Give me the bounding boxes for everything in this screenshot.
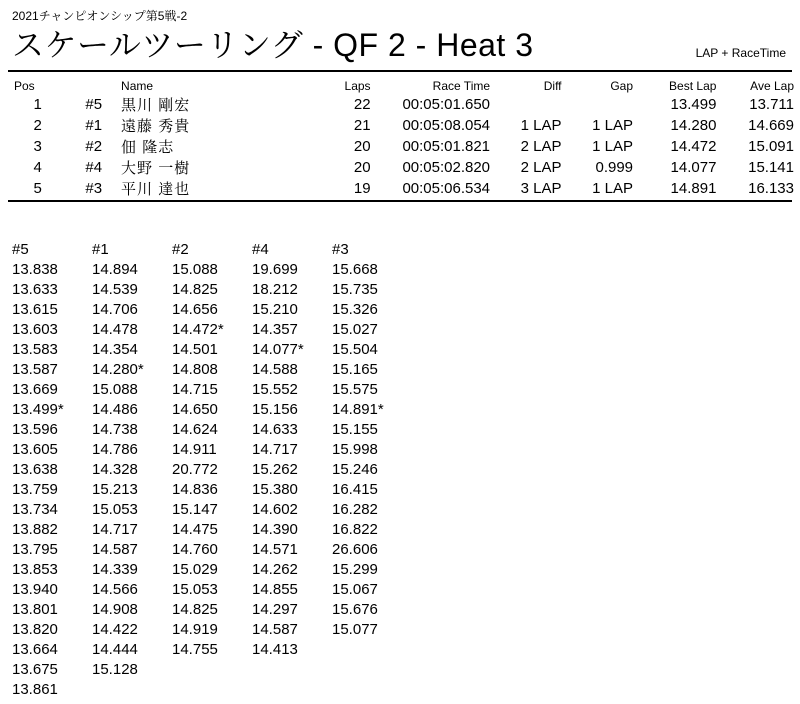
lap-column-header: #4 [252,241,269,258]
table-row [14,136,794,157]
header-name: Name [121,79,154,93]
header-laps: Laps [344,79,371,93]
lap-time: 15.326 [332,301,378,318]
lap-time: 15.147 [172,501,218,518]
diff-cell: 1 LAP [520,117,562,134]
pos-cell: 3 [33,138,42,155]
lap-time: 15.128 [92,661,138,678]
lap-time: 14.717 [92,521,138,538]
lap-time: 15.210 [252,301,298,318]
pos-cell: 4 [33,159,42,176]
lap-time: 13.638 [12,461,58,478]
best-lap-cell: 14.280 [670,117,717,134]
laps-cell: 21 [353,117,371,134]
lap-time: 14.755 [172,641,218,658]
driver-name-cell: 佃 隆志 [121,139,175,156]
results-table [14,78,794,199]
lap-time: 16.822 [332,521,378,538]
lap-time: 14.808 [172,361,218,378]
lap-time: 16.282 [332,501,378,518]
laps-cell: 19 [353,180,371,197]
lap-time: 14.760 [172,541,218,558]
pos-cell: 2 [33,117,42,134]
lap-time: 14.717 [252,441,298,458]
driver-name-cell: 遠藤 秀貴 [121,118,191,135]
lap-time: 13.882 [12,521,58,538]
lap-time: 14.328 [92,461,138,478]
lap-time: 14.475 [172,521,218,538]
lap-column-header: #1 [92,241,109,258]
lap-time: 14.825 [172,601,218,618]
ave-lap-cell: 15.091 [748,138,794,155]
lap-column [332,240,412,700]
lap-time: 14.891* [332,401,384,418]
gap-cell: 0.999 [595,159,634,176]
header-car-number [85,78,121,94]
lap-time: 15.088 [92,381,138,398]
table-row [14,115,794,136]
lap-time: 20.772 [172,461,218,478]
diff-cell: 2 LAP [520,159,562,176]
lap-time: 13.820 [12,621,58,638]
lap-time: 15.053 [92,501,138,518]
lap-time: 15.067 [332,581,378,598]
pos-cell: 5 [33,180,42,197]
lap-time: 13.587 [12,361,58,378]
lap-time: 15.676 [332,601,378,618]
lap-column-header: #2 [172,241,189,258]
lap-time: 14.486 [92,401,138,418]
lap-time: 14.894 [92,261,138,278]
lap-time: 14.919 [172,621,218,638]
lap-column-header: #5 [12,241,29,258]
lap-time: 14.444 [92,641,138,658]
gap-cell: 1 LAP [592,138,634,155]
lap-time: 13.801 [12,601,58,618]
lap-time: 13.675 [12,661,58,678]
driver-name-cell: 平川 達也 [121,181,191,198]
driver-name-cell: 大野 一樹 [121,160,191,177]
race-time-cell: 00:05:02.820 [402,159,491,176]
lap-column [92,240,172,700]
lap-time: 14.825 [172,281,218,298]
lap-time: 15.155 [332,421,378,438]
lap-time: 14.836 [172,481,218,498]
race-time-cell: 00:05:01.821 [402,138,491,155]
lap-time: 13.861 [12,681,58,698]
best-lap-cell: 14.472 [670,138,717,155]
lap-time: 13.795 [12,541,58,558]
lap-time: 14.422 [92,621,138,638]
lap-time: 15.668 [332,261,378,278]
lap-column [252,240,332,700]
lap-time: 13.669 [12,381,58,398]
page-title: スケールツーリング - QF 2 - Heat 3 [12,27,534,63]
lap-time: 13.603 [12,321,58,338]
lap-time: 13.615 [12,301,58,318]
lap-time: 14.855 [252,581,298,598]
race-time-cell: 00:05:08.054 [402,117,491,134]
lap-time: 14.633 [252,421,298,438]
lap-time: 14.297 [252,601,298,618]
pos-cell: 1 [33,96,42,113]
results-divider [8,200,792,202]
lap-time: 14.339 [92,561,138,578]
lap-time: 14.656 [172,301,218,318]
table-row [14,157,794,178]
table-row [14,94,794,115]
lap-time: 13.734 [12,501,58,518]
lap-time: 15.165 [332,361,378,378]
lap-time: 14.501 [172,341,218,358]
diff-cell [490,94,562,115]
header-race-time: Race Time [432,79,491,93]
lap-time: 13.853 [12,561,58,578]
lap-time: 14.280* [92,361,144,378]
lap-time: 13.499* [12,401,64,418]
lap-time: 14.602 [252,501,298,518]
header-diff: Diff [543,79,562,93]
car-number-cell: #5 [85,96,103,113]
lap-time: 14.588 [252,361,298,378]
car-number-cell: #4 [85,159,103,176]
diff-cell: 3 LAP [520,180,562,197]
header-gap: Gap [610,79,634,93]
lap-time: 15.027 [332,321,378,338]
lap-time: 15.380 [252,481,298,498]
driver-name-cell: 黒川 剛宏 [121,97,191,114]
best-lap-cell: 13.499 [670,96,717,113]
lap-time: 14.706 [92,301,138,318]
lap-time: 13.664 [12,641,58,658]
lap-time: 15.998 [332,441,378,458]
gap-cell [562,94,634,115]
results-header-row [14,78,794,94]
best-lap-cell: 14.891 [670,180,717,197]
lap-time: 16.415 [332,481,378,498]
lap-column-header: #3 [332,241,349,258]
lap-time: 14.262 [252,561,298,578]
lap-time: 14.715 [172,381,218,398]
lap-time: 15.053 [172,581,218,598]
lap-time: 15.213 [92,481,138,498]
event-name: 2021チャンピオンシップ第5戦-2 [12,9,188,23]
lap-time: 15.299 [332,561,378,578]
lap-column [172,240,252,700]
laps-cell: 20 [353,159,371,176]
lap-time: 13.759 [12,481,58,498]
diff-cell: 2 LAP [520,138,562,155]
laps-cell: 22 [353,96,371,113]
lap-time: 14.571 [252,541,298,558]
header-pos: Pos [14,79,35,93]
lap-time: 14.077* [252,341,304,358]
lap-time: 15.575 [332,381,378,398]
ave-lap-cell: 16.133 [748,180,794,197]
lap-time: 13.838 [12,261,58,278]
lap-time: 14.390 [252,521,298,538]
lap-time: 15.735 [332,281,378,298]
lap-time: 18.212 [252,281,298,298]
ave-lap-cell: 15.141 [748,159,794,176]
car-number-cell: #3 [85,180,103,197]
lap-time: 14.587 [92,541,138,558]
lap-time: 14.786 [92,441,138,458]
lap-time: 14.566 [92,581,138,598]
lap-time: 19.699 [252,261,298,278]
ave-lap-cell: 14.669 [748,117,794,134]
lap-time: 14.354 [92,341,138,358]
lap-time: 14.357 [252,321,298,338]
race-time-cell: 00:05:01.650 [402,96,491,113]
report-type: LAP + RaceTime [695,46,786,60]
best-lap-cell: 14.077 [670,159,717,176]
lap-time: 26.606 [332,541,378,558]
header-ave-lap: Ave Lap [750,79,794,93]
laps-cell: 20 [353,138,371,155]
gap-cell: 1 LAP [592,180,634,197]
lap-time: 13.596 [12,421,58,438]
lap-time: 14.478 [92,321,138,338]
lap-time: 15.077 [332,621,378,638]
lap-time: 15.029 [172,561,218,578]
race-time-cell: 00:05:06.534 [402,180,491,197]
ave-lap-cell: 13.711 [749,96,794,113]
header-best-lap: Best Lap [669,79,717,93]
lap-time: 15.504 [332,341,378,358]
lap-time: 14.650 [172,401,218,418]
car-number-cell: #1 [85,117,103,134]
lap-time: 13.605 [12,441,58,458]
header-divider [8,70,792,72]
lap-time: 13.633 [12,281,58,298]
lap-time: 13.940 [12,581,58,598]
lap-time: 15.262 [252,461,298,478]
lap-time: 14.539 [92,281,138,298]
lap-time: 14.413 [252,641,298,658]
lap-column [12,240,92,700]
lap-time: 13.583 [12,341,58,358]
table-row [14,178,794,199]
lap-time: 15.088 [172,261,218,278]
lap-time: 14.908 [92,601,138,618]
gap-cell: 1 LAP [592,117,634,134]
lap-time: 14.738 [92,421,138,438]
lap-time: 15.552 [252,381,298,398]
lap-time: 15.246 [332,461,378,478]
car-number-cell: #2 [85,138,103,155]
lap-time: 15.156 [252,401,298,418]
lap-times-section [12,240,412,700]
lap-time: 14.911 [172,441,217,458]
lap-time: 14.624 [172,421,218,438]
lap-time: 14.587 [252,621,298,638]
lap-time: 14.472* [172,321,224,338]
